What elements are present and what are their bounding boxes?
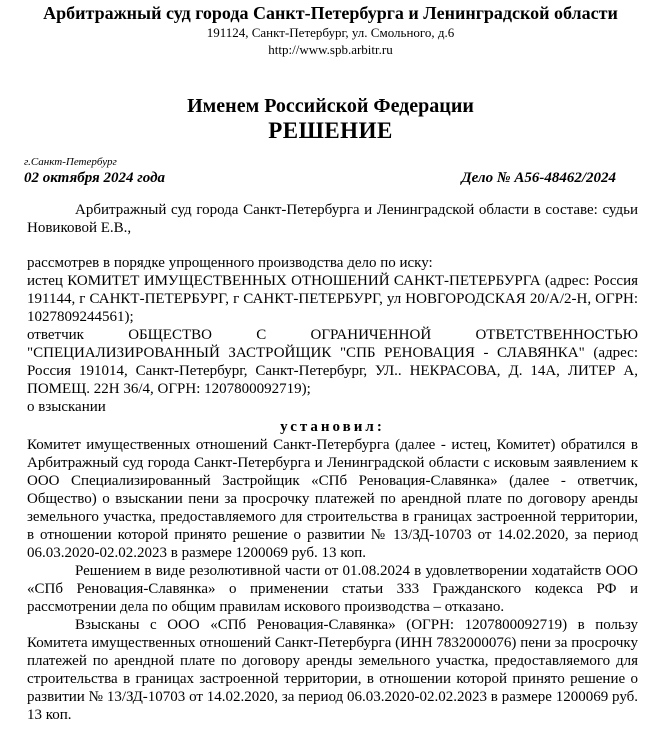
subject-paragraph: о взыскании (27, 399, 106, 415)
paragraph-3: Взысканы с ООО «СПб Реновация-Славянка» (ОГРН: 1207800092719) в пользу Комитета имущественных отношений Санкт-Петербурга (ИНН 7832000076) пени за просрочку платежей по арендной плате по договору аренды земельного участка, предоставляемого для строительства в границах застроенной территории, в отношении которой принято решение о развитии № 13/ЗД-10703 от 14.02.2020, за период 06.03.2020-02.02.2023 в размере 1200069 руб. 13 коп. (27, 617, 638, 723)
plaintiff-paragraph: истец КОМИТЕТ ИМУЩЕСТВЕННЫХ ОТНОШЕНИЙ САНКТ-ПЕТЕРБУРГА (адрес: Россия 191144, г САНКТ-ПЕТЕРБУРГ, г САНКТ-ПЕТЕРБУРГ, ул НОВГОРОДСКАЯ 20/А/2-Н, ОГРН: 1027809244561); (27, 273, 638, 325)
name-of-federation: Именем Российской Федерации (187, 95, 474, 117)
intro-paragraph: Арбитражный суд города Санкт-Петербурга и Ленинградской области в составе: судьи Новиковой Е.В., (27, 202, 638, 236)
court-website: http://www.spb.arbitr.ru (268, 42, 393, 57)
document-body (0, 201, 661, 724)
defendant-paragraph: ответчик ОБЩЕСТВО С ОГРАНИЧЕННОЙ ОТВЕТСТВЕННОСТЬЮ "СПЕЦИАЛИЗИРОВАННЫЙ ЗАСТРОЙЩИК "СПБ РЕНОВАЦИЯ - СЛАВЯНКА" (адрес: Россия 191014, Санкт-Петербург, Санкт-Петербург, УЛ.. НЕКРАСОВА, Д. 14А, ЛИТЕР А, ПОМЕЩ. 22Н 36/4, ОГРН: 1207800092719); (27, 327, 638, 397)
city-label: г.Санкт-Петербург (24, 156, 117, 168)
document-meta (0, 155, 661, 187)
court-address: 191124, Санкт-Петербург, ул. Смольного, д.6 (206, 25, 455, 40)
court-name: Арбитражный суд города Санкт-Петербурга и Ленинградской области (43, 3, 618, 23)
court-header (0, 2, 661, 58)
spacer (27, 237, 638, 254)
document-type-title: РЕШЕНИЕ (268, 118, 393, 143)
date-case-row (24, 169, 616, 187)
paragraph-1: Комитет имущественных отношений Санкт-Петербурга (далее - истец, Комитет) обратился в Арбитражный суд города Санкт-Петербурга и Ленинградской области с исковым заявлением к ООО Специализированный Застройщик «СПб Реновация-Славянка» (далее - ответчик, Общество) о взыскании пени за просрочку платежей по арендной плате по договору аренды земельного участка, предоставляемого для строительства в границах застроенной территории, в отношении которой принято решение о развитии № 13/ЗД-10703 от 14.02.2020, за период 06.03.2020-02.02.2023 в размере 1200069 руб. 13 коп. (27, 437, 638, 561)
considered-paragraph: рассмотрев в порядке упрощенного производства дело по иску: (27, 255, 433, 271)
case-number: Дело № А56-48462/2024 (461, 170, 616, 186)
paragraph-2: Решением в виде резолютивной части от 01.08.2024 в удовлетворении ходатайств ООО «СПб Реновация-Славянка» о применении статьи 333 Гражданского кодекса РФ и рассмотрении дела по общим правилам искового производства – отказано. (27, 563, 638, 615)
decision-date: 02 октября 2024 года (24, 170, 166, 186)
established-heading: установил: (280, 419, 385, 435)
